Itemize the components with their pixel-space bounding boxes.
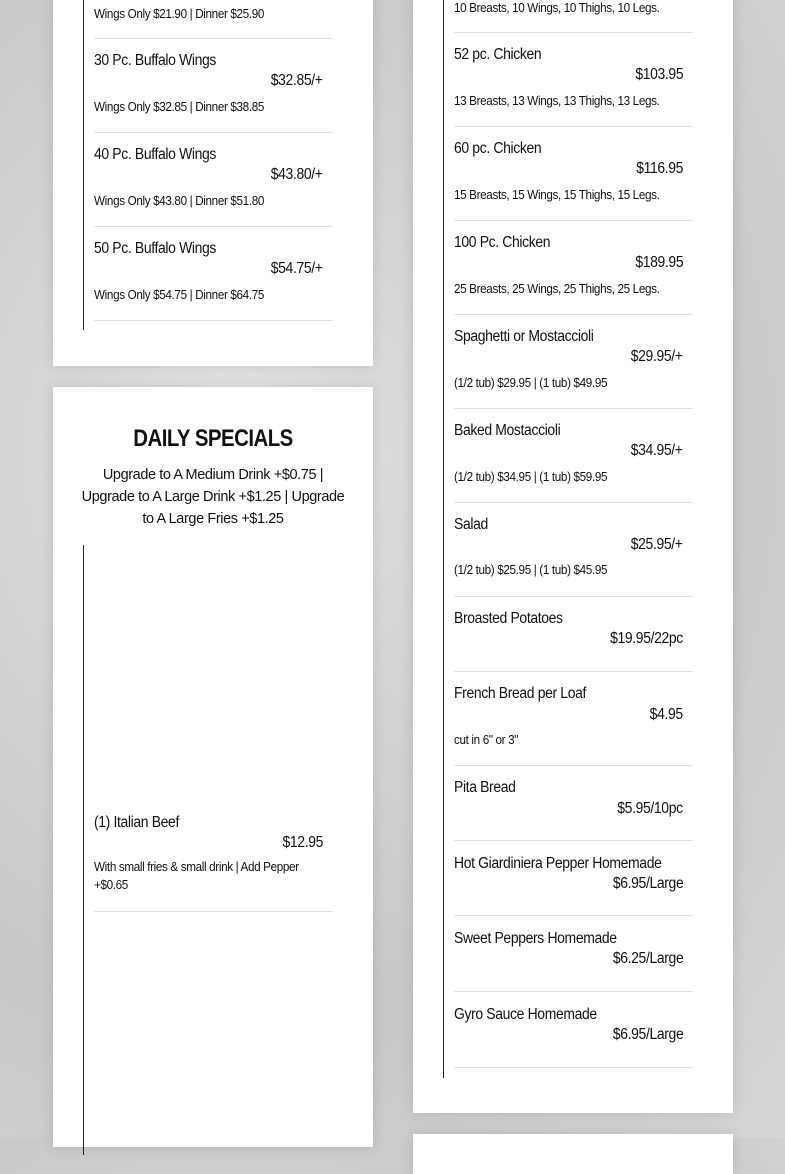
item-description: 10 Breasts, 10 Wings, 10 Thighs, 10 Legs.: [454, 0, 660, 15]
item-price: $6.95/Large: [612, 875, 683, 892]
item-description: Wings Only $32.85 | Dinner $38.85: [94, 99, 265, 114]
menu-card-daily-specials: [53, 387, 373, 1147]
menu-item[interactable]: [454, 0, 693, 33]
item-description: (1/2 tub) $34.95 | (1 tub) $59.95: [454, 469, 608, 484]
item-name: Baked Mostaccioli: [454, 422, 561, 439]
item-name: 52 pc. Chicken: [454, 46, 542, 63]
item-name: Salad: [454, 516, 488, 533]
menu-item[interactable]: [454, 328, 693, 409]
menu-item[interactable]: [454, 140, 693, 221]
item-description: With small fries & small drink | Add Pepper +$0.65: [94, 859, 299, 892]
item-description: Wings Only $43.80 | Dinner $51.80: [94, 193, 265, 208]
menu-item[interactable]: [454, 855, 693, 916]
section-subtitle: Upgrade to A Medium Drink +$0.75 | Upgrade to A Large Drink +$1.25 | Upgrade to A Large Fries +$1.25: [81, 467, 345, 527]
item-price: $189.95: [635, 254, 683, 271]
item-price: $43.80/+: [271, 166, 323, 183]
section-divider-line: [83, 0, 84, 330]
item-price: $103.95: [635, 66, 683, 83]
item-price: $25.95/+: [631, 536, 683, 553]
menu-item[interactable]: [454, 234, 693, 315]
item-description: (1/2 tub) $25.95 | (1 tub) $45.95: [454, 562, 608, 577]
item-name: 100 Pc. Chicken: [454, 234, 551, 251]
item-price: $34.95/+: [631, 442, 683, 459]
item-name: Sweet Peppers Homemade: [454, 930, 617, 947]
menu-item[interactable]: [454, 930, 693, 992]
menu-item[interactable]: [94, 52, 333, 133]
item-price: $12.95: [282, 834, 323, 851]
menu-item[interactable]: [454, 610, 693, 672]
item-price: $4.95: [649, 706, 683, 723]
item-price: $116.95: [636, 160, 683, 177]
section-divider-line: [443, 0, 444, 1078]
menu-item[interactable]: [94, 0, 333, 39]
item-description: 15 Breasts, 15 Wings, 15 Thighs, 15 Legs.: [454, 187, 660, 202]
item-name: Broasted Potatoes: [454, 610, 563, 627]
menu-item[interactable]: [454, 685, 693, 766]
menu-item[interactable]: [454, 46, 693, 127]
item-price: $6.25/Large: [612, 950, 683, 967]
item-price: $19.95/22pc: [610, 630, 683, 647]
menu-item[interactable]: [454, 422, 693, 503]
item-description: 13 Breasts, 13 Wings, 13 Thighs, 13 Legs.: [454, 93, 660, 108]
item-price: $6.95/Large: [612, 1026, 683, 1043]
item-description: cut in 6" or 3": [454, 732, 519, 747]
item-description: (1/2 tub) $29.95 | (1 tub) $49.95: [454, 375, 608, 390]
item-name: 30 Pc. Buffalo Wings: [94, 52, 217, 69]
menu-item[interactable]: [454, 779, 693, 841]
item-name: French Bread per Loaf: [454, 685, 587, 702]
item-price: $29.95/+: [631, 348, 683, 365]
item-name: Spaghetti or Mostaccioli: [454, 328, 594, 345]
item-description: Wings Only $21.90 | Dinner $25.90: [94, 6, 265, 21]
menu-item[interactable]: [94, 146, 333, 227]
item-name: 40 Pc. Buffalo Wings: [94, 146, 217, 163]
menu-item[interactable]: [454, 1006, 693, 1068]
item-name: Gyro Sauce Homemade: [454, 1006, 597, 1023]
item-name: Pita Bread: [454, 779, 516, 796]
menu-item[interactable]: [94, 814, 333, 912]
item-name: 50 Pc. Buffalo Wings: [94, 240, 217, 257]
item-price: $54.75/+: [271, 260, 323, 277]
section-title: DAILY SPECIALS: [133, 425, 293, 452]
menu-card-next: [413, 1134, 733, 1174]
item-name: Hot Giardiniera Pepper Homemade: [454, 855, 662, 872]
menu-item[interactable]: [454, 516, 693, 597]
menu-item[interactable]: [94, 240, 333, 321]
menu-card-chicken-sides: [413, 0, 733, 1113]
item-name: 60 pc. Chicken: [454, 140, 542, 157]
item-price: $32.85/+: [271, 72, 323, 89]
item-price: $5.95/10pc: [617, 800, 683, 817]
menu-card-wings: [53, 0, 373, 366]
item-description: Wings Only $54.75 | Dinner $64.75: [94, 287, 265, 302]
section-divider-line: [83, 545, 84, 1155]
item-name: (1) Italian Beef: [94, 814, 179, 831]
item-description: 25 Breasts, 25 Wings, 25 Thighs, 25 Legs.: [454, 281, 660, 296]
